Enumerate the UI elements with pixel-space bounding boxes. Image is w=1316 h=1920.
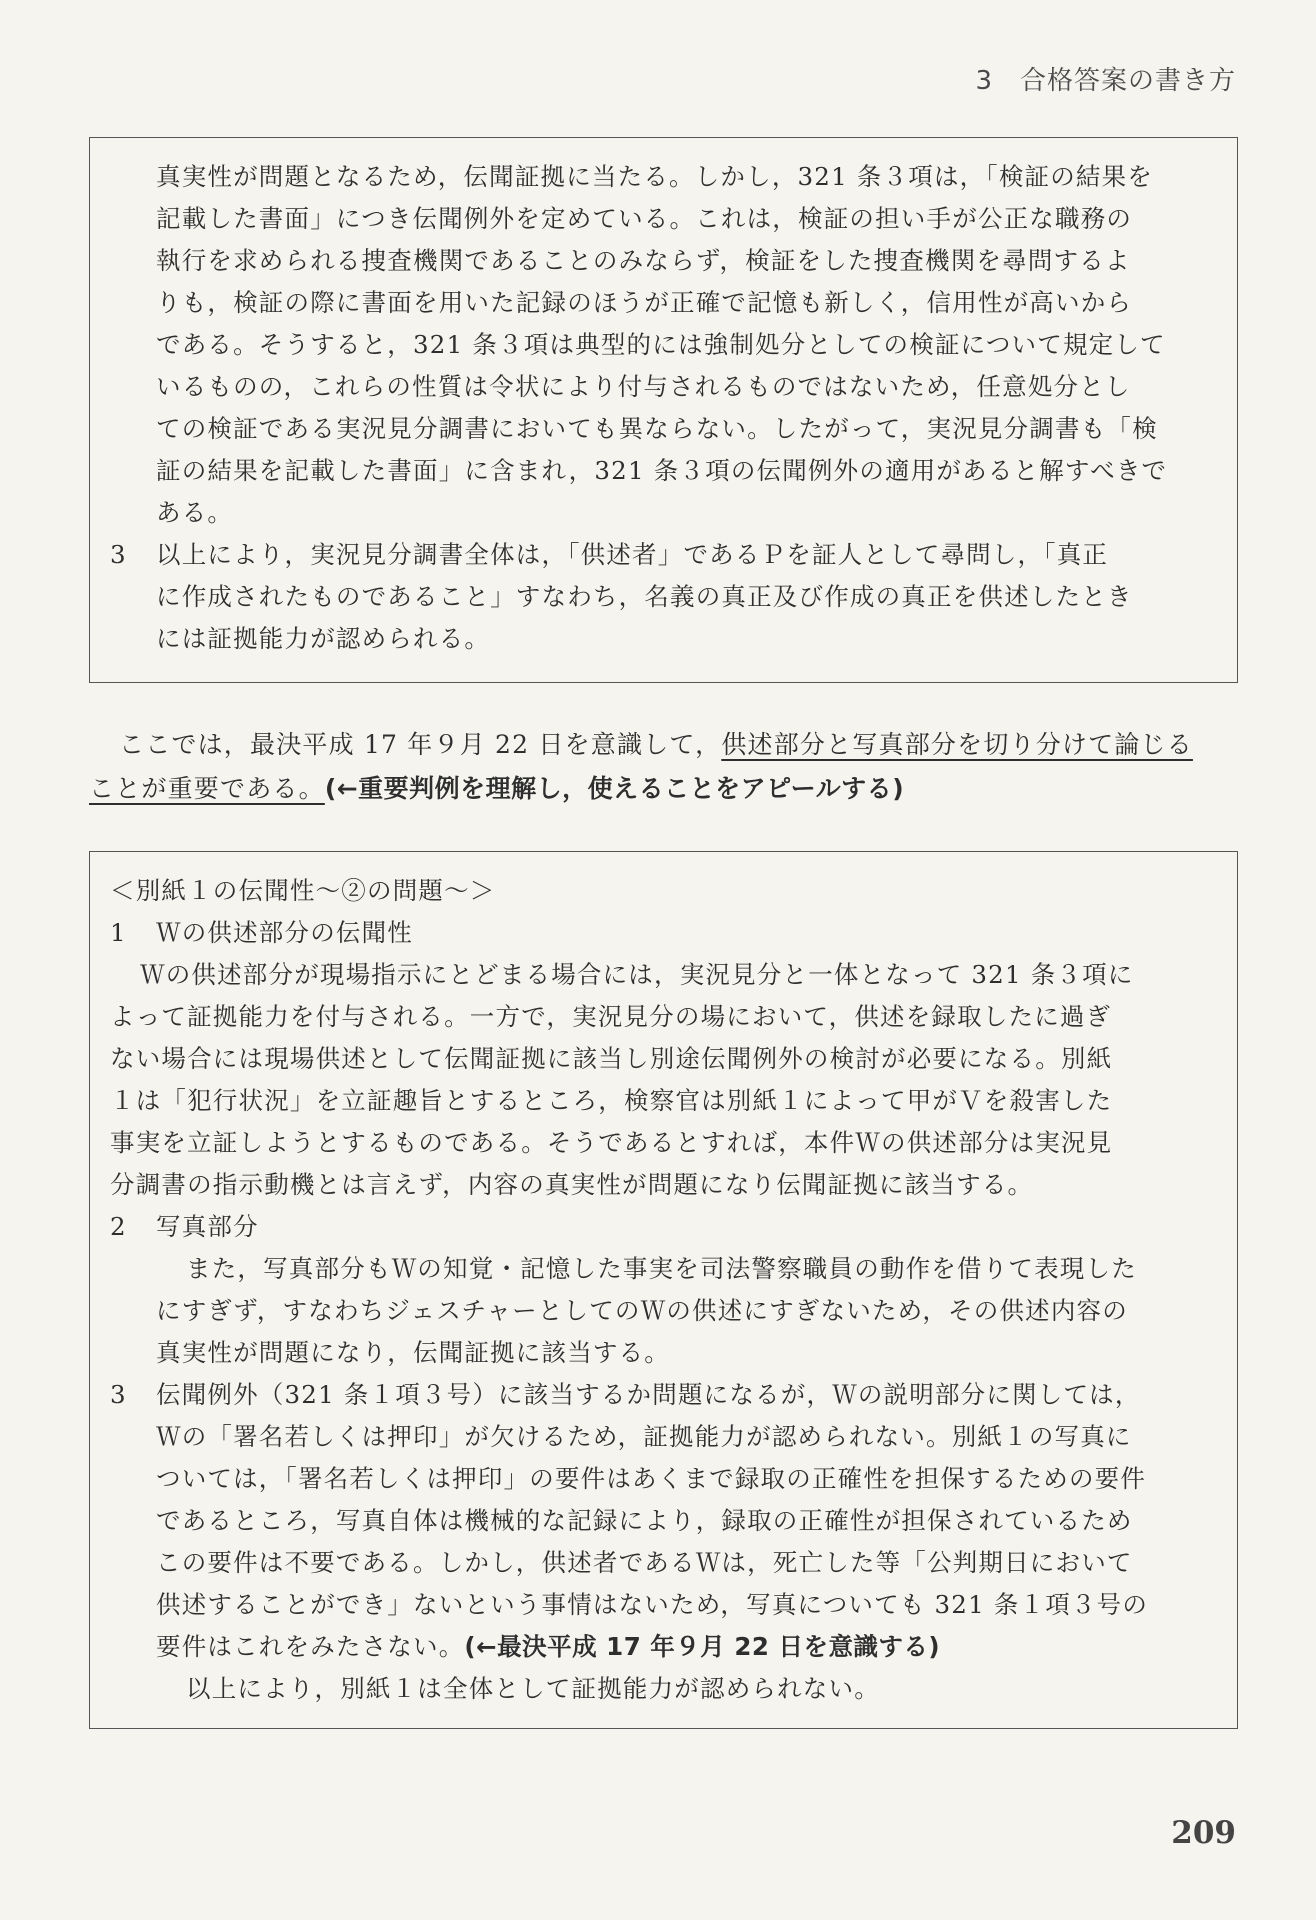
- page-number: 209: [1171, 1815, 1236, 1851]
- text-line: 真実性が問題になり，伝聞証拠に該当する。: [156, 1338, 670, 1367]
- text-line: には証拠能力が認められる。: [156, 624, 491, 653]
- text-line: に作成されたものであること」すなわち，名義の真正及び作成の真正を供述したとき: [156, 582, 1133, 611]
- commentary-line-2: ことが重要である。(←重要判例を理解し，使えることをアピールする): [89, 774, 905, 803]
- text-line: 証の結果を記載した書面」に含まれ，321 条３項の伝聞例外の適用があると解すべきで: [156, 456, 1168, 485]
- text-line: ての検証である実況見分調書においても異ならない。したがって，実況見分調書も「検: [156, 414, 1158, 443]
- conclusion-line: 以上により，別紙１は全体として証拠能力が認められない。: [186, 1674, 880, 1703]
- text-line: ついては，「署名若しくは押印」の要件はあくまで録取の正確性を担保するための要件: [156, 1464, 1147, 1493]
- answer-box-2: [89, 851, 1238, 1729]
- text-line: Ｗの「署名若しくは押印」が欠けるため，証拠能力が認められない。別紙１の写真に: [156, 1422, 1132, 1451]
- text-line: りも，検証の際に書面を用いた記録のほうが正確で記憶も新しく，信用性が高いから: [156, 288, 1133, 317]
- text-line: 供述することができ」ないという事情はないため，写真についても 321 条１項３号の: [156, 1590, 1149, 1619]
- item-number: 3: [110, 540, 127, 569]
- text-line: ない場合には現場供述として伝聞証拠に該当し別途伝聞例外の検討が必要になる。別紙: [110, 1044, 1113, 1073]
- text-line: にすぎず，すなわちジェスチャーとしてのＷの供述にすぎないため，その供述内容の: [156, 1296, 1128, 1325]
- section-1-title: 1 Ｗの供述部分の伝聞性: [110, 918, 413, 947]
- box-heading: ＜別紙１の伝聞性～②の問題～＞: [110, 876, 496, 905]
- text-line: であるところ，写真自体は機械的な記録により，録取の正確性が担保されているため: [156, 1506, 1133, 1535]
- item-3-first-line: 3 以上により，実況見分調書全体は，「供述者」であるＰを証人として尋問し，「真正: [110, 534, 1215, 576]
- text-line: 真実性が問題となるため，伝聞証拠に当たる。しかし，321 条３項は，「検証の結果を: [156, 162, 1154, 191]
- text-line: １は「犯行状況」を立証趣旨とするところ，検察官は別紙１によって甲がＶを殺害した: [110, 1086, 1113, 1115]
- text-line: いるものの，これらの性質は令状により付与されるものではないため，任意処分とし: [156, 372, 1131, 401]
- section-2-title: 2 写真部分: [110, 1212, 259, 1241]
- text-line: ある。: [156, 498, 234, 527]
- text-line: 執行を求められる捜査機関であることのみならず，検証をした捜査機関を尋問するよ: [156, 246, 1131, 275]
- text-line: よって証拠能力を付与される。一方で，実況見分の場において，供述を録取したに過ぎ: [110, 1002, 1112, 1031]
- text-line: 記載した書面」につき伝聞例外を定めている。これは，検証の担い手が公正な職務の: [156, 204, 1133, 233]
- text-line: この要件は不要である。しかし，供述者であるＷは，死亡した等「公判期日において: [156, 1548, 1133, 1577]
- answer-box-1: [89, 137, 1238, 683]
- chapter-header: 3 合格答案の書き方: [975, 66, 1236, 96]
- text-line: また，写真部分もＷの知覚・記憶した事実を司法警察職員の動作を借りて表現した: [186, 1254, 1137, 1283]
- text-line: 分調書の指示動機とは言えず，内容の真実性が問題になり伝聞証拠に該当する。: [110, 1170, 1034, 1199]
- text-line: 事実を立証しようとするものである。そうであるとすれば，本件Ｗの供述部分は実況見: [110, 1128, 1113, 1157]
- text-line: である。そうすると，321 条３項は典型的には強制処分としての検証について規定して: [156, 330, 1166, 359]
- commentary-line-1: ここでは，最決平成 17 年９月 22 日を意識して，供述部分と写真部分を切り分けて論じる: [119, 730, 1193, 759]
- commentary: [89, 723, 1238, 811]
- section-3-first-line: 3 伝聞例外（321 条１項３号）に該当するか問題になるが，Ｗの説明部分に関しては，: [110, 1380, 1141, 1409]
- text-line: Ｗの供述部分が現場指示にとどまる場合には，実況見分と一体となって 321 条３項に: [140, 960, 1134, 989]
- section-3-last-line: 要件はこれをみたさない。(←最決平成 17 年９月 22 日を意識する): [156, 1632, 941, 1661]
